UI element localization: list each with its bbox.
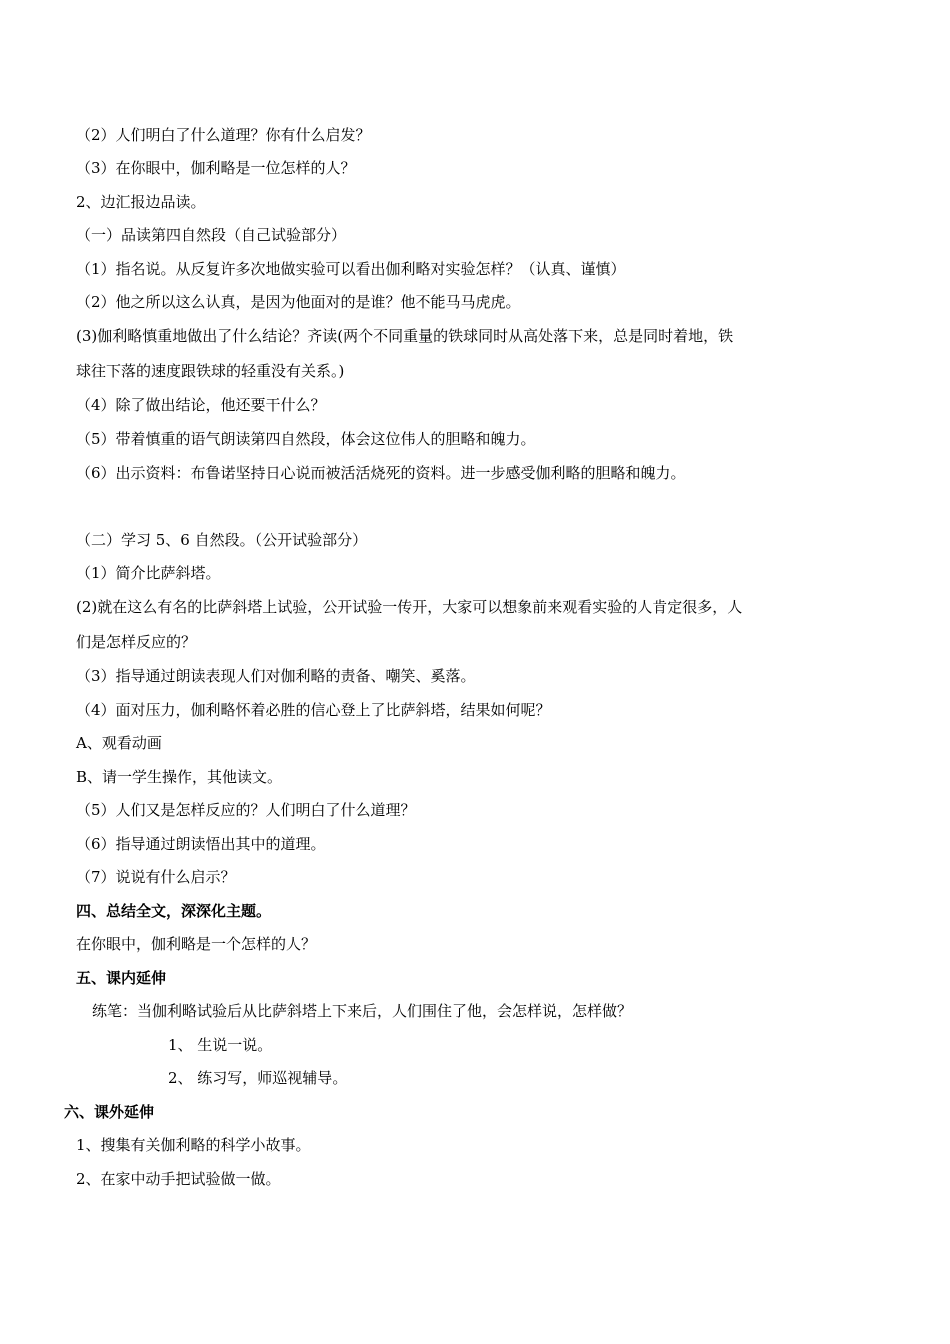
text-line: （一）品读第四自然段（自己试验部分） [76, 226, 347, 244]
text-line: (3)伽利略慎重地做出了什么结论？齐读(两个不同重量的铁球同时从高处落下来，总是同时着地，铁 [76, 327, 734, 345]
text-line: （4）除了做出结论，他还要干什么？ [76, 396, 326, 414]
text-line: （5）带着慎重的语气朗读第四自然段，体会这位伟人的胆略和魄力。 [76, 430, 536, 448]
text-line: （1）指名说。从反复许多次地做实验可以看出伽利略对实验怎样？（认真、谨慎） [76, 260, 626, 278]
text-line: （5）人们又是怎样反应的？人们明白了什么道理？ [76, 801, 416, 819]
text-line: 2、 练习写，师巡视辅导。 [168, 1069, 348, 1087]
text-line: （6）出示资料：布鲁诺坚持日心说而被活活烧死的资料。进一步感受伽利略的胆略和魄力。 [76, 464, 686, 482]
text-line: （7）说说有什么启示？ [76, 868, 236, 886]
text-line: 1、搜集有关伽利略的科学小故事。 [76, 1136, 311, 1154]
text-line: 们是怎样反应的？ [76, 633, 197, 651]
section-heading: 五、课内延伸 [76, 969, 167, 987]
text-line: （3）指导通过朗读表现人们对伽利略的责备、嘲笑、奚落。 [76, 667, 476, 685]
text-line: 2、在家中动手把试验做一做。 [76, 1170, 281, 1188]
text-line: （二）学习 5、6 自然段。（公开试验部分） [76, 531, 368, 549]
section-heading: 六、课外延伸 [64, 1103, 155, 1121]
text-line: 1、 生说一说。 [168, 1036, 273, 1054]
text-line: 2、边汇报边品读。 [76, 193, 206, 211]
text-line: （6）指导通过朗读悟出其中的道理。 [76, 835, 326, 853]
text-line: 练笔：当伽利略试验后从比萨斜塔上下来后，人们围住了他，会怎样说，怎样做？ [92, 1002, 633, 1020]
text-line: A、观看动画 [76, 734, 162, 752]
text-line: （3）在你眼中，伽利略是一位怎样的人？ [76, 159, 356, 177]
text-line: (2)就在这么有名的比萨斜塔上试验，公开试验一传开，大家可以想象前来观看实验的人肯定很多，人 [76, 598, 743, 616]
text-line: （4）面对压力，伽利略怀着必胜的信心登上了比萨斜塔，结果如何呢？ [76, 701, 551, 719]
text-line: （1）简介比萨斜塔。 [76, 564, 221, 582]
text-line: （2）他之所以这么认真，是因为他面对的是谁？他不能马马虎虎。 [76, 293, 521, 311]
text-line: B、请一学生操作，其他读文。 [76, 768, 283, 786]
text-line: （2）人们明白了什么道理？你有什么启发？ [76, 126, 371, 144]
section-heading: 四、总结全文，深深化主题。 [76, 902, 272, 920]
text-line: 球往下落的速度跟铁球的轻重没有关系。) [76, 362, 345, 380]
text-line: 在你眼中，伽利略是一个怎样的人？ [76, 935, 317, 953]
